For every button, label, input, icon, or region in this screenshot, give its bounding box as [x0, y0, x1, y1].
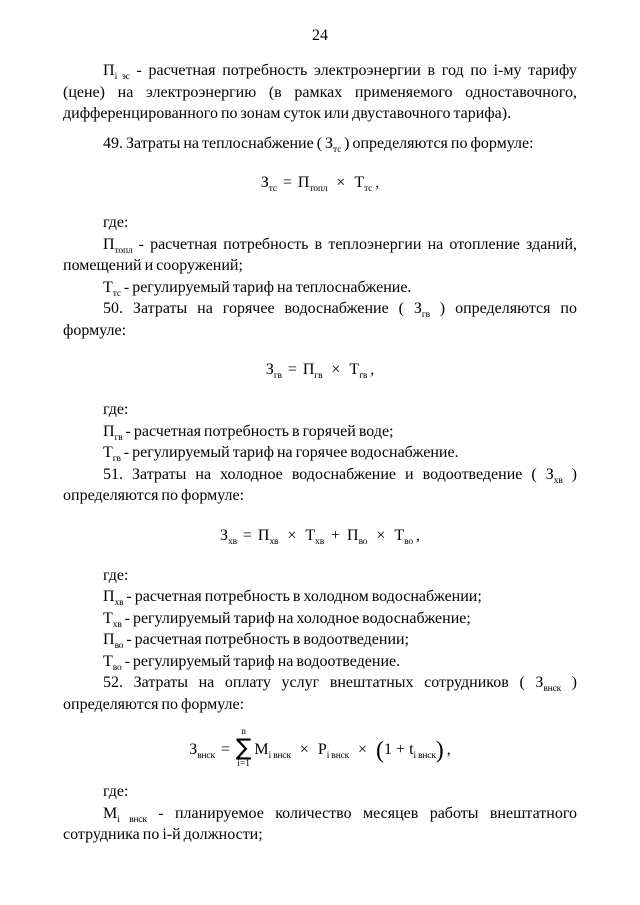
formula-cold-water-costs [63, 523, 577, 549]
sigma-sum-icon: ∑ [235, 735, 252, 761]
section-52 [63, 672, 577, 846]
heading-text-tail: ) определяются по формуле: [63, 674, 577, 713]
symbol-subscript: хв [315, 536, 324, 547]
symbol-subscript: i внск [326, 750, 350, 761]
symbol-subscript: топл [114, 245, 133, 256]
definition-text: - планируемое количество месяцев работы внештатного сотрудника по i-й должности; [63, 804, 577, 843]
section-49-heading [63, 133, 577, 155]
definition-text: - расчетная потребность в водоотведении; [123, 631, 410, 648]
multiply-sign: × [376, 526, 386, 544]
section-50-heading [63, 298, 577, 341]
heading-text: 52. Затраты на оплату услуг внештатных сотрудников ( [103, 674, 536, 691]
definition-item [63, 277, 577, 299]
symbol-base: З [545, 465, 554, 483]
symbol-base: З [535, 674, 544, 691]
formula-term-need [297, 174, 328, 194]
symbol-base: П [103, 62, 115, 79]
symbol-base: П [302, 361, 315, 378]
comma: , [370, 361, 375, 378]
page-number: 24 [312, 27, 328, 44]
symbol-base: Т [305, 526, 316, 544]
symbol-subscript: тс [268, 184, 277, 194]
heading-text-tail: ) определяются по формуле: [63, 300, 577, 339]
symbol-base: П [347, 526, 359, 544]
symbol-subscript: во [112, 662, 122, 673]
symbol-base: 1 + t [384, 740, 414, 758]
symbol-base: Т [103, 444, 113, 461]
formula-term-tariff [354, 174, 373, 194]
symbol-p-vo [103, 631, 124, 651]
symbol-subscript: во [114, 641, 124, 651]
section-50 [63, 298, 577, 464]
symbol-t-gv [103, 444, 121, 464]
symbol-base: З [413, 300, 422, 317]
definition-item [63, 651, 577, 673]
formula-term-tariff-ww [394, 526, 413, 547]
comma: , [415, 526, 420, 544]
summation-operator [236, 727, 252, 769]
where-label: где: [103, 401, 129, 418]
symbol-p-gv [103, 422, 123, 443]
formula-term-need-cw [257, 526, 279, 547]
symbol-base: Р [317, 740, 327, 758]
section-52-heading [63, 672, 577, 715]
comma: , [375, 174, 380, 191]
symbol-base: П [103, 631, 115, 648]
paren-close: ) [435, 737, 444, 764]
definition-item [63, 608, 577, 630]
symbol-base: Т [103, 278, 113, 296]
definition-item [63, 586, 577, 608]
symbol-subscript: хв [112, 619, 122, 630]
symbol-z-gv [413, 300, 430, 320]
symbol-p-topl [103, 235, 133, 256]
symbol-base: М [103, 804, 118, 822]
symbol-subscript: тс [112, 288, 121, 299]
symbol-subscript: внск [197, 750, 215, 761]
symbol-base: П [297, 174, 310, 191]
formula-freelance-staff-costs [63, 729, 577, 771]
paren-open: ( [376, 737, 385, 764]
definition-text: - регулируемый тариф на холодное водоснабжение; [121, 609, 471, 627]
symbol-t-hv [103, 609, 122, 630]
multiply-sign: × [331, 361, 341, 378]
symbol-base: З [189, 740, 198, 758]
symbol-base: П [103, 422, 115, 440]
formula-term-tariff-cw [305, 526, 324, 547]
symbol-subscript: гв [114, 432, 123, 443]
symbol-subscript: во [358, 536, 368, 547]
sum-upper-limit: n [241, 727, 247, 737]
symbol-base: Т [103, 609, 113, 627]
symbol-subscript: гв [359, 371, 368, 381]
symbol-p-hv [103, 588, 124, 608]
where-label: где: [103, 783, 129, 800]
multiply-sign: × [336, 174, 346, 191]
heading-text: 50. Затраты на горячее водоснабжение ( [103, 300, 414, 317]
formula-term-coefficient [384, 740, 436, 761]
symbol-base: П [103, 235, 115, 253]
symbol-subscript: тс [364, 184, 373, 194]
definition-text: - расчетная потребность в горячей воде; [122, 422, 394, 440]
symbol-base: З [220, 526, 229, 544]
paragraph-electricity-definition [63, 60, 577, 125]
heading-text-tail: ) определяются по формуле: [341, 134, 534, 152]
definition-item [63, 442, 577, 464]
symbol-subscript: топл [309, 184, 328, 194]
symbol-subscript: гв [112, 454, 121, 464]
definition-text: - регулируемый тариф на теплоснабжение. [120, 278, 412, 296]
symbol-subscript: хв [114, 598, 124, 608]
symbol-base: Т [394, 526, 405, 544]
sum-lower-limit: i=1 [237, 759, 251, 769]
symbol-p-ies [103, 62, 130, 82]
symbol-m-ivnsk [103, 804, 147, 825]
definition-text: - регулируемый тариф на горячее водоснабжение. [120, 444, 459, 461]
symbol-subscript: тс [333, 144, 342, 155]
symbol-subscript: гв [314, 371, 323, 381]
multiply-sign: × [299, 740, 309, 758]
symbol-base: Т [103, 652, 113, 670]
formula-lhs [220, 526, 237, 547]
equals-sign: = [220, 740, 230, 758]
formula-lhs [265, 361, 282, 381]
symbol-subscript: i внск [413, 750, 436, 761]
formula-term-months [254, 740, 291, 761]
symbol-base: З [265, 361, 274, 378]
equals-sign: = [287, 361, 297, 378]
symbol-base: М [254, 740, 269, 758]
symbol-base: П [103, 588, 115, 605]
formula-lhs [189, 740, 215, 761]
heading-text: 51. Затраты на холодное водоснабжение и водоотведение ( [103, 465, 546, 483]
symbol-subscript: хв [553, 475, 563, 486]
symbol-subscript: внск [543, 684, 562, 694]
formula-heating-costs [63, 170, 577, 196]
formula-term-tariff [349, 361, 368, 381]
formula-term-rate [317, 740, 350, 761]
symbol-z-ts [325, 134, 342, 155]
heading-text-tail: ) определяются по формуле: [63, 465, 578, 504]
where-label: где: [103, 214, 129, 231]
symbol-subscript: во [404, 536, 413, 547]
formula-term-need [302, 361, 323, 381]
comma: , [446, 740, 451, 758]
formula-lhs [260, 174, 277, 194]
definition-item [63, 421, 577, 443]
symbol-subscript: i эс [114, 72, 130, 82]
symbol-base: Т [354, 174, 365, 191]
plus-sign: + [330, 526, 341, 544]
multiply-sign: × [287, 526, 297, 544]
symbol-z-hv [545, 465, 563, 486]
symbol-subscript: хв [269, 536, 279, 547]
multiply-sign: × [358, 740, 368, 758]
definition-item [63, 234, 577, 277]
formula-term-need-ww [347, 526, 368, 547]
section-51 [63, 464, 577, 673]
section-49 [63, 133, 577, 299]
symbol-t-vo [103, 652, 122, 673]
definition-text: - расчетная потребность в холодном водоснабжении; [123, 588, 482, 605]
equals-sign: = [282, 174, 292, 191]
definition-text: - расчетная потребность в теплоэнергии на отопление зданий, помещений и сооружений; [63, 235, 577, 274]
definition-text: - регулируемый тариф на водоотведение. [121, 652, 401, 670]
symbol-base: Т [349, 361, 360, 378]
symbol-base: З [325, 134, 334, 152]
symbol-t-ts [103, 278, 121, 299]
symbol-subscript: i внск [117, 814, 147, 825]
equals-sign: = [242, 526, 252, 544]
symbol-subscript: i внск [268, 750, 291, 761]
symbol-subscript: гв [421, 310, 430, 320]
where-label: где: [103, 566, 129, 584]
definition-item [63, 803, 577, 846]
definition-text: - расчетная потребность электроэнергии в год по i-му тарифу (цене) на электроэнергию (в рамках применяемого одноставочного, дифференцированного по зонам суток или двуставочного тарифа). [63, 62, 577, 122]
symbol-subscript: гв [273, 371, 282, 381]
definition-item [63, 629, 577, 651]
heading-text: 49. Затраты на теплоснабжение ( [103, 134, 326, 152]
formula-hot-water-costs [63, 357, 577, 383]
section-51-heading [63, 464, 577, 507]
symbol-z-vnsk [535, 674, 562, 694]
symbol-subscript: хв [228, 536, 237, 547]
symbol-base: П [257, 526, 270, 544]
symbol-base: З [260, 174, 269, 191]
